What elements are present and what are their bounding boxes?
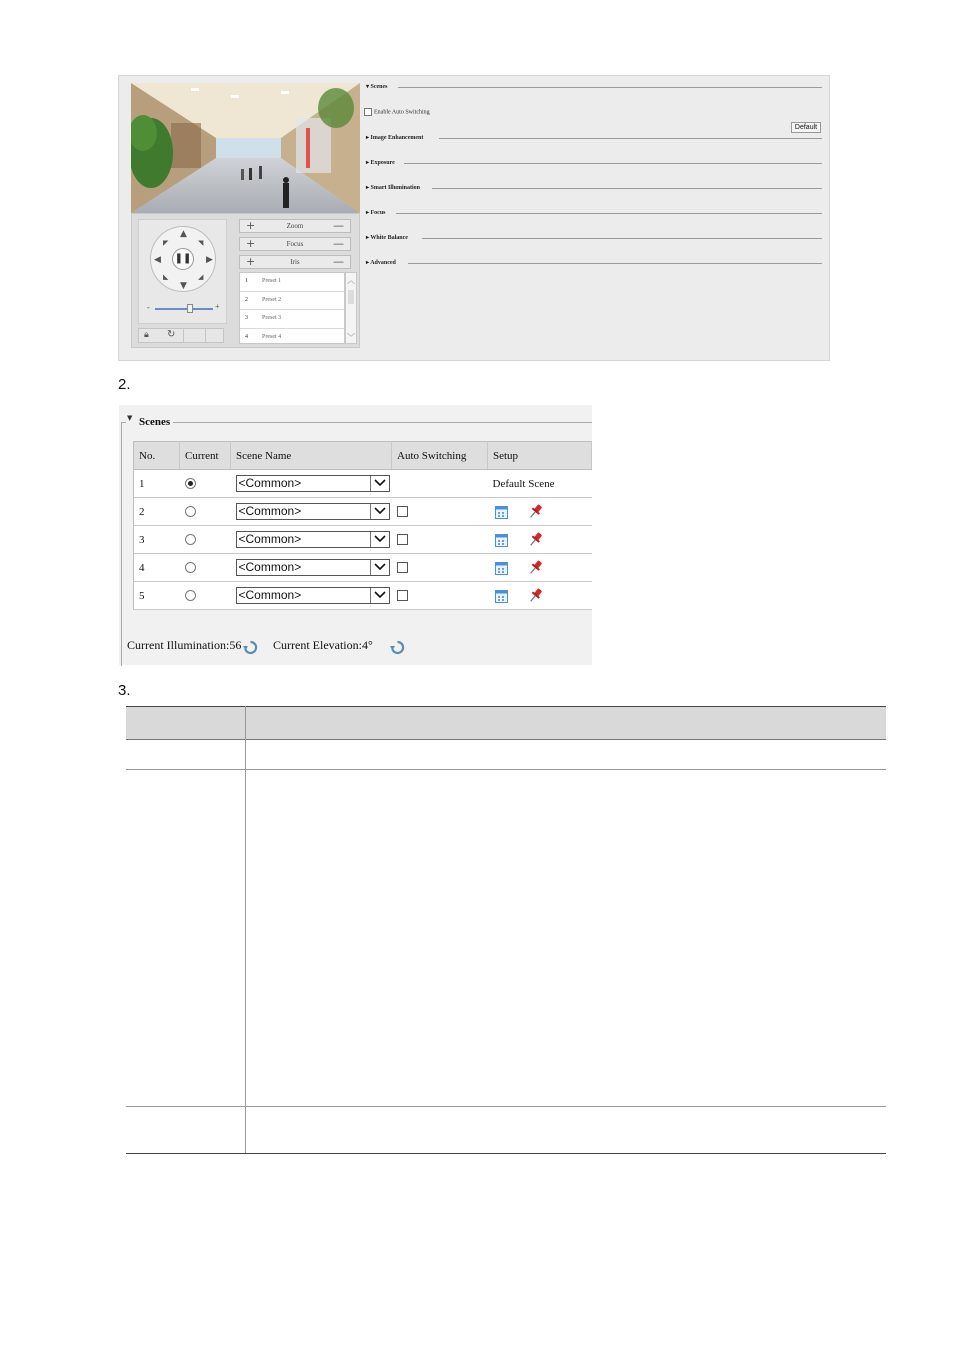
preset-item[interactable]: [240, 273, 344, 292]
select-value: <Common>: [238, 532, 302, 546]
column-header: Scene Name: [231, 442, 392, 470]
section-divider: [396, 213, 822, 214]
chevron-down-icon[interactable]: [370, 560, 389, 575]
parameter-table: [126, 706, 886, 1154]
step-number: 2.: [118, 376, 131, 393]
section-title: Scenes: [370, 84, 388, 90]
scene-name-select[interactable]: [236, 475, 390, 492]
table-row: [134, 470, 592, 498]
section-divider: [404, 163, 822, 164]
pin-icon[interactable]: [528, 504, 543, 519]
preset-name: Preset 4: [262, 333, 282, 340]
section-divider: [439, 138, 822, 139]
preset-number: 2: [245, 296, 248, 303]
scene-name-select[interactable]: [236, 531, 390, 548]
preset-name: Preset 1: [262, 278, 282, 284]
table-row: [134, 526, 592, 554]
calendar-icon[interactable]: [495, 505, 508, 519]
arrow-up-right-icon[interactable]: ◥: [198, 239, 204, 247]
auto-switching-checkbox[interactable]: [397, 562, 408, 573]
zoom-in-button[interactable]: +: [246, 219, 256, 232]
row-divider: [126, 769, 886, 770]
arrow-down-right-icon[interactable]: ◢: [198, 273, 204, 281]
table-bottom-border: [126, 1153, 886, 1154]
pause-button[interactable]: ❚❚: [172, 248, 194, 270]
chevron-down-icon[interactable]: [370, 476, 389, 491]
preset-list: [239, 272, 345, 344]
pin-icon[interactable]: [528, 588, 543, 603]
section-title: Exposure: [370, 160, 395, 166]
checkbox[interactable]: [364, 108, 372, 116]
section-title: Focus: [370, 210, 386, 216]
table-header-row: [126, 706, 886, 740]
scrollbar-thumb[interactable]: [348, 290, 354, 304]
current-scene-radio[interactable]: [185, 478, 196, 489]
section-title: Advanced: [370, 260, 396, 266]
table-header-row: [134, 442, 592, 470]
section-arrow-icon: ▸: [366, 260, 371, 266]
speed-slider-handle[interactable]: [187, 304, 193, 313]
section-arrow-icon: ▸: [366, 235, 371, 241]
auto-switching-checkbox[interactable]: [397, 590, 408, 601]
section-title: White Balance: [370, 235, 408, 241]
arrow-down-icon[interactable]: ▼: [180, 281, 187, 291]
enable-auto-switching-checkbox[interactable]: [364, 108, 430, 116]
focus-near-button[interactable]: +: [246, 237, 256, 250]
section-focus[interactable]: [366, 209, 822, 217]
auto-switching-checkbox[interactable]: [397, 506, 408, 517]
scene-name-select[interactable]: [236, 503, 390, 520]
focus-far-button[interactable]: —: [333, 237, 344, 250]
toolbar-divider: [205, 329, 206, 342]
preset-number: 1: [245, 278, 248, 284]
speed-minus-label: -: [147, 303, 150, 312]
arrow-down-left-icon[interactable]: ◣: [163, 273, 169, 281]
fieldset-border: [121, 422, 126, 666]
calendar-icon[interactable]: [495, 589, 508, 603]
preset-name: Preset 3: [262, 315, 282, 321]
iris-close-button[interactable]: —: [333, 255, 344, 268]
current-scene-radio[interactable]: [185, 506, 196, 517]
iris-label: Iris: [290, 258, 300, 266]
preset-scrollbar[interactable]: [345, 272, 357, 344]
scene-name-select[interactable]: [236, 559, 390, 576]
column-header: Setup: [488, 442, 592, 470]
scene-number: 4: [134, 554, 180, 582]
preset-item[interactable]: [240, 329, 344, 347]
auto-switching-checkbox[interactable]: [397, 534, 408, 545]
section-divider: [422, 238, 822, 239]
current-elevation: Current Elevation:4°: [273, 638, 373, 652]
scene-number: 1: [134, 470, 180, 498]
section-title: Smart Illumination: [370, 185, 421, 191]
section-arrow-icon: ▸: [366, 185, 371, 191]
ptz-toolbar: [138, 328, 224, 343]
current-scene-radio[interactable]: [185, 534, 196, 545]
chevron-down-icon[interactable]: ﹀: [347, 333, 355, 342]
direction-pad: [138, 219, 227, 324]
preset-number: 4: [245, 333, 248, 340]
column-header: Current: [180, 442, 231, 470]
setup-default-scene: Default Scene: [488, 470, 592, 498]
arrow-up-left-icon[interactable]: ◤: [163, 239, 169, 247]
step-number: 3.: [118, 682, 131, 699]
chevron-up-icon[interactable]: ︿: [347, 276, 355, 285]
table-row: [134, 582, 592, 610]
select-value: <Common>: [238, 588, 302, 602]
section-smart-illumination[interactable]: [366, 184, 822, 192]
scenes-table: [133, 441, 592, 610]
preset-item[interactable]: [240, 292, 344, 311]
section-divider: [398, 87, 822, 88]
checkbox-label: Enable Auto Switching: [374, 109, 430, 116]
speed-slider-track[interactable]: [155, 308, 213, 310]
refresh-icon[interactable]: ↻: [167, 329, 176, 340]
scenes-panel-screenshot: [119, 405, 592, 665]
calendar-icon[interactable]: [495, 533, 508, 547]
scene-name-select[interactable]: [236, 587, 390, 604]
live-video-preview: [131, 83, 360, 213]
zoom-control: [239, 219, 351, 233]
scene-number: 3: [134, 526, 180, 554]
section-title: Image Enhancement: [370, 135, 424, 141]
chevron-down-icon[interactable]: [370, 588, 389, 603]
table-row: [134, 554, 592, 582]
iris-open-button[interactable]: +: [246, 255, 256, 268]
select-value: <Common>: [238, 476, 302, 490]
scene-number: 2: [134, 498, 180, 526]
column-header: No.: [134, 442, 180, 470]
section-white-balance[interactable]: [366, 234, 822, 242]
ptz-control-panel: [131, 213, 360, 348]
column-header: Auto Switching: [392, 442, 488, 470]
pin-icon[interactable]: [528, 560, 543, 575]
arrow-left-icon[interactable]: ◀: [154, 255, 161, 265]
refresh-elevation-icon[interactable]: [390, 640, 405, 655]
section-arrow-icon: ▸: [366, 210, 371, 216]
select-value: <Common>: [238, 504, 302, 518]
fieldset-border: [173, 422, 592, 423]
iris-control: [239, 255, 351, 269]
collapse-arrow-icon[interactable]: ▼: [127, 414, 133, 422]
current-scene-radio[interactable]: [185, 562, 196, 573]
section-arrow-icon: ▾: [366, 84, 371, 90]
speed-plus-label: +: [215, 302, 220, 311]
preset-name: Preset 2: [262, 296, 282, 303]
section-advanced[interactable]: [366, 259, 822, 267]
calendar-icon[interactable]: [495, 561, 508, 575]
select-value: <Common>: [238, 560, 302, 574]
zoom-out-button[interactable]: —: [333, 219, 344, 232]
scenes-legend: Scenes: [139, 416, 171, 428]
focus-label: Focus: [286, 240, 304, 248]
chevron-down-icon[interactable]: [370, 504, 389, 519]
preset-number: 3: [245, 315, 248, 321]
toolbar-divider: [183, 329, 184, 342]
refresh-illumination-icon[interactable]: [243, 640, 258, 655]
pin-icon[interactable]: [528, 532, 543, 547]
zoom-label: Zoom: [286, 222, 304, 230]
section-exposure[interactable]: [366, 159, 822, 167]
lock-icon[interactable]: 🔒︎: [144, 330, 149, 340]
preset-item[interactable]: [240, 310, 344, 329]
section-scenes[interactable]: [366, 83, 822, 91]
auto-switching-cell: [392, 470, 488, 498]
section-divider: [408, 263, 822, 264]
chevron-down-icon[interactable]: [370, 532, 389, 547]
column-divider: [245, 706, 246, 1154]
direction-ring[interactable]: [150, 226, 216, 292]
section-image-enhancement[interactable]: [366, 134, 822, 142]
camera-settings-screenshot: [118, 75, 830, 361]
section-arrow-icon: ▸: [366, 160, 371, 166]
arrow-right-icon[interactable]: ▶: [206, 255, 213, 265]
row-divider: [126, 1106, 886, 1107]
current-illumination: Current Illumination:56: [127, 638, 242, 652]
section-divider: [432, 188, 822, 189]
focus-control: [239, 237, 351, 251]
section-arrow-icon: ▸: [366, 135, 371, 141]
arrow-up-icon[interactable]: ▲: [180, 229, 187, 239]
scene-number: 5: [134, 582, 180, 610]
current-scene-radio[interactable]: [185, 590, 196, 601]
table-row: [134, 498, 592, 526]
default-button[interactable]: Default: [791, 122, 821, 133]
